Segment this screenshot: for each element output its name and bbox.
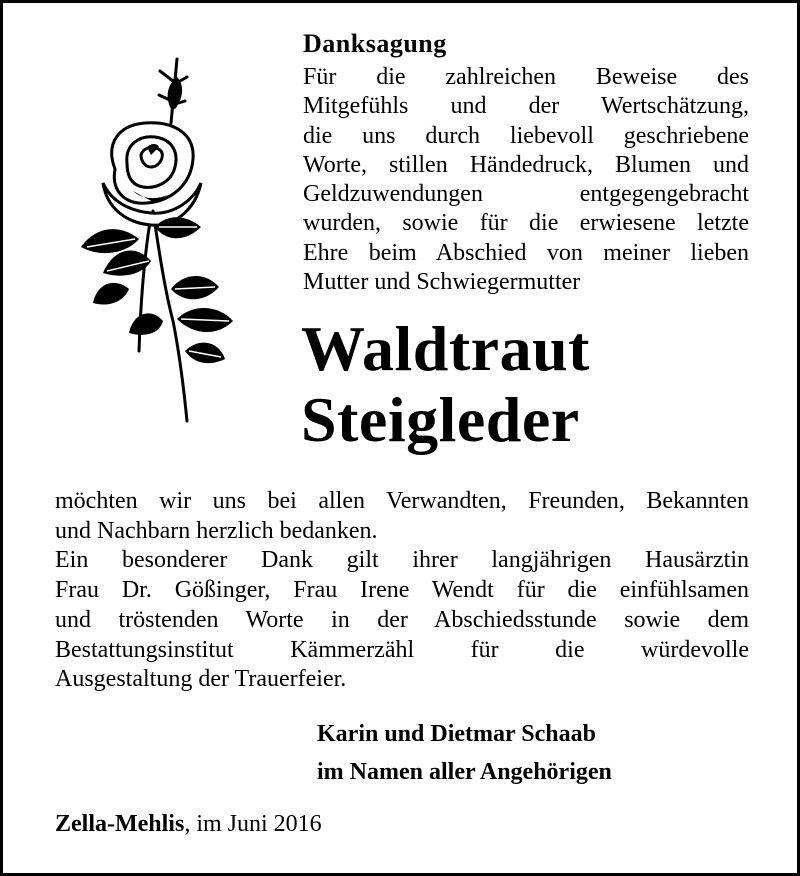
body-line: Ein besonderer Dank gilt ihrer langjährigen Hausärztin (55, 547, 749, 574)
deceased-first-name: Waldtraut (301, 313, 590, 384)
intro-line: Mutter und Schwiegermutter (303, 269, 581, 296)
intro-line: Für die zahlreichen Beweise des (303, 64, 749, 90)
body-line: Bestattungsinstitut Kämmerzähl für die würdevolle (55, 636, 749, 663)
deceased-last-name: Steigleder (301, 384, 580, 455)
date: , im Juni 2016 (184, 811, 322, 837)
intro-line: Mitgefühls und der Wertschätzung, (303, 93, 749, 120)
intro-line: Worte, stillen Händedruck, Blumen und (303, 151, 749, 178)
body-line: Frau Dr. Gößinger, Frau Irene Wendt für die einfühlsamen (55, 577, 749, 604)
intro-paragraph (303, 63, 749, 297)
body-line: Ausgestaltung der Trauerfeier. (55, 666, 347, 693)
body-line: und tröstenden Worte in der Abschiedsstunde sowie dem (55, 606, 749, 633)
signature-names: Karin und Dietmar Schaab (317, 721, 596, 747)
intro-line: Ehre beim Abschied von meiner lieben (303, 239, 749, 266)
signature-family: im Namen aller Angehörigen (317, 759, 612, 785)
place-date (55, 811, 322, 838)
body-line: und Nachbarn herzlich bedanken. (55, 517, 378, 544)
intro-line: Geldzuwendungen entgegengebracht (303, 181, 749, 208)
rose-icon (55, 51, 255, 431)
body-line: möchten wir uns bei allen Verwandten, Freunden, Bekannten (55, 488, 749, 514)
thanks-paragraph (55, 487, 749, 695)
heading: Danksagung (303, 29, 447, 58)
place: Zella-Mehlis (55, 811, 185, 837)
intro-line: wurden, sowie für die erwiesene letzte (303, 210, 749, 237)
intro-line: die uns durch liebevoll geschriebene (303, 122, 749, 149)
